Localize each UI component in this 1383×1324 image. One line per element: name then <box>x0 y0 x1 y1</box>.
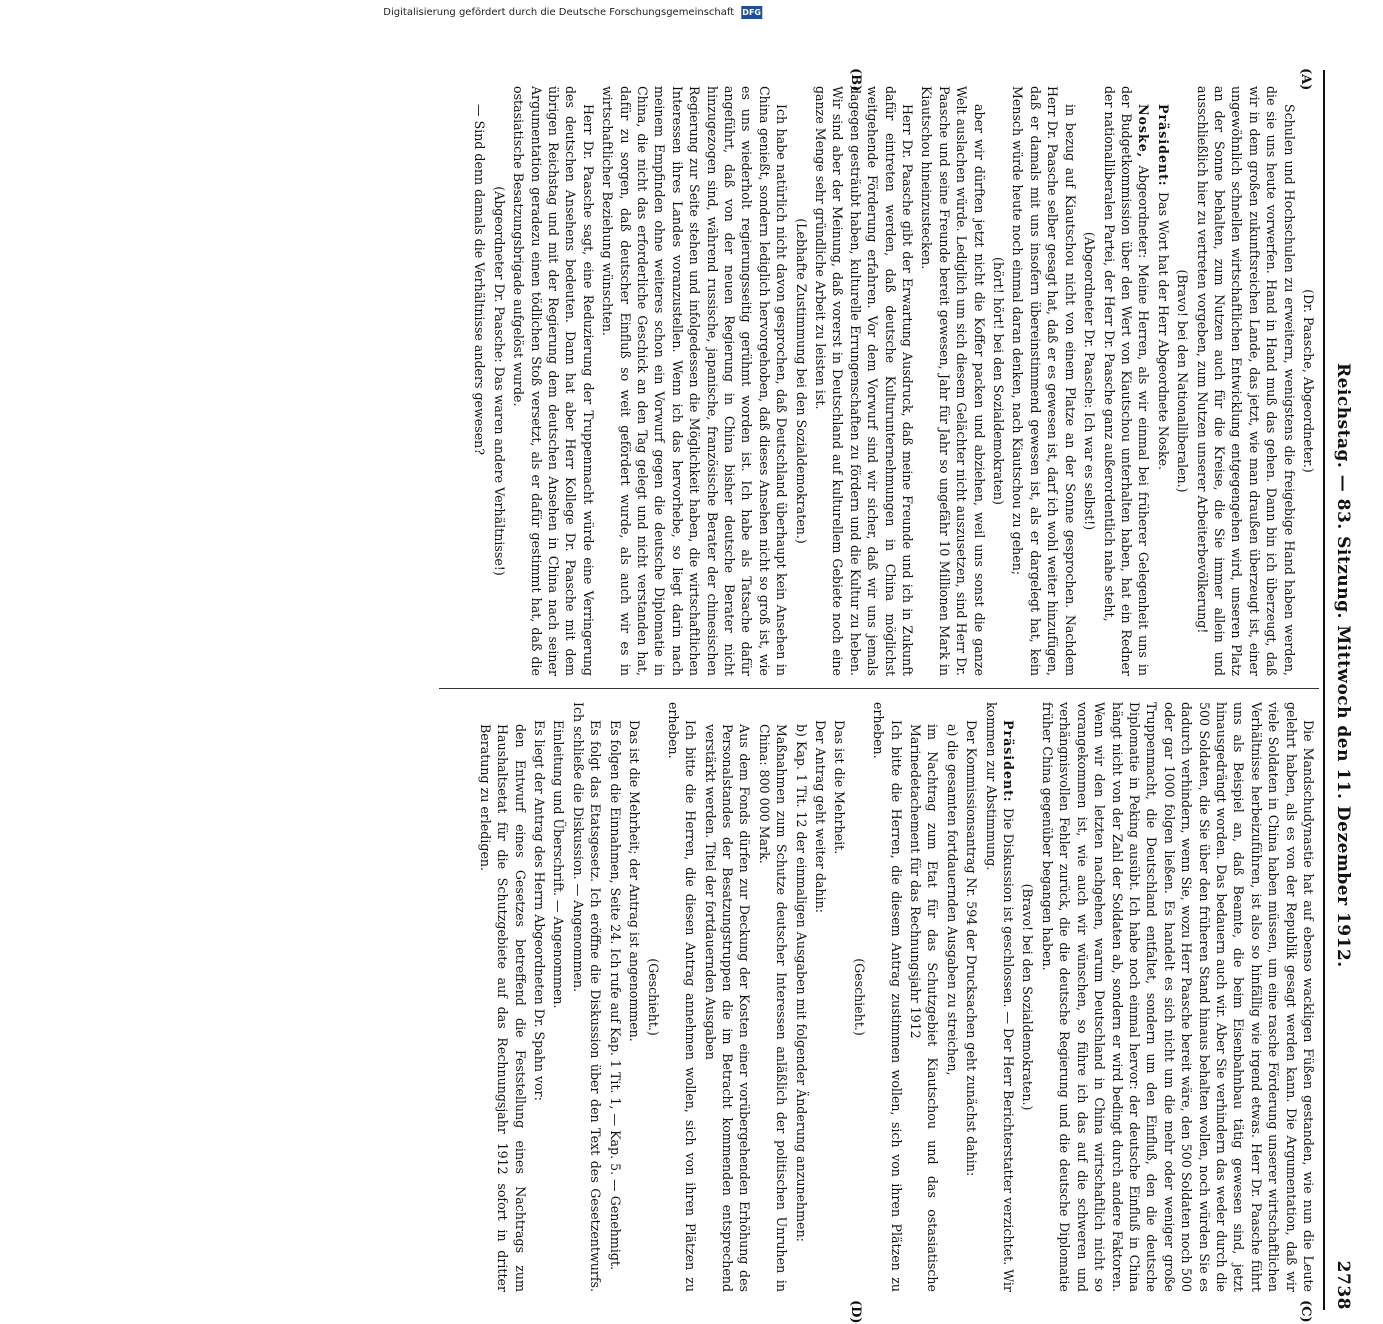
speaker-paragraph <box>1154 86 1171 676</box>
paragraph: Es folgen die Einnahmen, Seite 24. Ich rufe auf Kap. 1 Tit. 1, — Kap. 5. — Genehmigt. <box>607 720 623 1271</box>
paragraph: Es liegt der Antrag des Herrn Abgeordneten Dr. Spahn vor: <box>531 720 547 1101</box>
paragraph: in bezug auf Kiautschou nicht von einem Platze an der Sonne gesprochen. Nachdem Herr Dr. Paasche selber gesagt hat, daß er es gewesen ist, darf ich wohl weiter hinzufügen, daß er damals mit uns insofern übereinstimmend gewesen ist, als er dargelegt hat, kein Mensch würde heute noch einmal daran denken, nach Kiautschou zu gehen; <box>1010 86 1078 676</box>
paragraph: Das ist die Mehrheit. <box>832 720 848 855</box>
paragraph: — Sind denn damals die Verhältnisse anders gewesen? <box>472 104 488 456</box>
paragraph: Die Mandschudynastie hat auf ebenso wackligen Füßen gestanden, wie nun die Leute gelehrt haben, als es von der Republik gesagt werden kann. Die Argumentation, daß wir viele Soldaten in China haben müssen, um eine rasche Förderung unserer wirtschaftlichen Verhältnisse herbeizuführen, ist also so hinfällig wie irgend etwas. Herr Dr. Paasche führt uns als Beispiel an, daß Beamte, die beim Eisenbahnbau tätig gewesen sind, jetzt hinausgedrängt worden. Das bedauern auch wir. Aber Sie verhindern das weder durch die 500 Soldaten, die Sie über den früheren Stand hinaus behalten wollen, noch würden Sie es dadurch verhindern, wenn Sie, wozu Herr Paasche bereit wäre, den 500 Soldaten noch 500 oder gar 1000 folgen ließen. Es handelt es sich nicht um die mehr oder weniger große Truppenmacht, die Deutschland entfaltet, sondern um den Einfluß, den die deutsche Diplomatie in Peking ausübt. Ich habe noch einmal hervor: der deutsche Einfluß in China hängt nicht von der Zahl der Soldaten ab, sondern er wird bedingt durch andere Faktoren. Wenn wir den letzten nachgehen, warum Deutschland in China wirtschaftlich nicht so vorangekommen ist, wie auch wir wünschen, so führe ich das auf die schweren und verhängnisvollen Fehler zurück, die die deutsche Regierung und die deutsche Diplomatie früher China gegenüber begangen haben. <box>1039 702 1316 1292</box>
margin-marker-c: (C) <box>1298 1300 1313 1323</box>
speaker-name: Noske, <box>1136 104 1152 166</box>
paragraph: aber wir dürften jetzt nicht die Koffer packen und abziehen, weil uns sonst die ganze Welt auslachen würde. Lediglich um sich diesem Gelächter nicht auszusetzen, sind Herr Dr. Paasche und seine Freunde bereit gewesen, Jahr für Jahr so ungefähr 10 Millionen Mark in Kiautschou hineinzustecken. <box>919 86 987 676</box>
side-note-text: Digitalisierung gefördert durch die Deutsche Forschungsgemeinschaft <box>383 6 734 18</box>
speaker-name: Präsident: <box>1001 720 1017 808</box>
stage-direction: (Bravo! bei den Nationalliberalen.) <box>1175 269 1191 493</box>
paragraph: Der Antrag geht weiter dahin: <box>813 720 829 913</box>
motion-text: a) die gesamten fortdauernden Ausgaben zu streichen, <box>944 724 960 1076</box>
motion-text: den Entwurf eines Gesetzes betreffend die Feststellung eines Nachtrags zum Haushaltsetat für die Schutzgebiete auf das Rechnungsjahr 1912 sofort in dritter Beratung zu erledigen. <box>477 724 528 1292</box>
stage-direction: (Abgeordneter Dr. Paasche: Das waren andere Verhältnisse!) <box>491 186 507 576</box>
stage-direction: (Abgeordneter Dr. Paasche: Ich war es selbst!) <box>1082 231 1098 531</box>
paragraph: Ich bitte die Herren, die diesen Antrag annehmen wollen, sich von ihren Plätzen zu erheben. <box>665 702 699 1292</box>
stage-direction: (hört! hört! bei den Sozialdemokraten) <box>991 257 1007 505</box>
paragraph: Ich bitte die Herren, die diesem Antrag zustimmen wollen, sich von ihren Plätzen zu erheben. <box>871 702 904 1292</box>
paragraph: Der Kommissionsantrag Nr. 594 der Drucksachen geht zunächst dahin: <box>964 720 980 1177</box>
page-number: 2738 <box>1333 1260 1353 1310</box>
page-header <box>1329 70 1357 1310</box>
stage-direction: (Geschieht.) <box>646 958 662 1036</box>
speaker-name: Präsident: <box>1155 104 1171 192</box>
stage-direction: (Geschieht.) <box>851 958 867 1036</box>
paragraph: Schulen und Hochschulen zu erweitern, wenigstens die freigebige Hand haben werden, die sie uns heute vorwerfen. Hand in Hand muß das gehen. Dann bin ich überzeugt, daß wir in dem großen zukunftsreichen Lande, das jetzt, wie man draußen überzeugt ist, einer ungewöhnlich schnellen wirtschaftlichen Entwicklung entgegengehen wird, unseren Platz an der Sonne behalten, zum Nutzen auch für die Kreise, die Sie immer allein und ausschließlich hier zu vertreten vorgeben, zum Nutzen unserer Arbeiterbevölkerung! <box>1194 86 1297 676</box>
margin-marker-d: (D) <box>848 1300 863 1324</box>
paragraph: Es folgt das Etatsgesetz. Ich eröffne die Diskussion über den Text des Gesetzentwurfs. Ich schließe die Diskussion. — Angenommen. <box>570 702 604 1292</box>
motion-text: Aus dem Fonds dürfen zur Deckung der Kosten einer vorübergehenden Erhöhung des Personalstandes der Besatzungstruppen die im Betracht kommenden entsprechend verstärkt werden. Titel der fortdauernden Ausgaben <box>702 724 753 1292</box>
margin-marker-a: (A) <box>1298 68 1313 91</box>
stage-direction: (Dr. Paasche, Abgeordneter.) <box>1301 289 1316 473</box>
speech-text: Abgeordneter: Meine Herren, als wir einmal bei früherer Gelegenheit uns in der Budgetkommission über den Wert von Kiautschou unterhalten haben, hat ein Redner der nationalliberalen Partei, der Herr Dr. Paasche ganz außerordentlich nahe steht, <box>1101 86 1152 676</box>
side-note <box>383 0 1383 24</box>
stage-direction: (Bravo! bei den Sozialdemokraten.) <box>1020 883 1036 1111</box>
motion-text: im Nachtrag zum Etat für das Schutzgebiet Kiautschou und das ostasiatische Marinedetachement für das Rechnungsjahr 1912 <box>908 724 941 1292</box>
page-title: Reichstag. — 83. Sitzung. Mittwoch den 11. Dezember 1912. <box>1333 362 1353 968</box>
speaker-paragraph <box>982 702 1017 1292</box>
dfg-logo: DFG <box>742 7 761 17</box>
column-rule <box>439 688 1319 689</box>
motion-text: Maßnahmen zum Schutze deutscher Interessen anläßlich der politischen Unruhen in China: 800 000 Mark. <box>756 724 790 1292</box>
speech-text: Das Wort hat der Herr Abgeordnete Noske. <box>1155 191 1171 471</box>
paragraph: Einleitung und Überschrift. — Angenommen. <box>551 720 567 1009</box>
margin-marker-b: (B) <box>848 68 863 92</box>
speech-text: Die Diskussion ist geschlossen. — Der Herr Berichterstatter verzichtet. Wir kommen zur Abstimmung. <box>983 702 1017 1292</box>
right-column <box>437 702 1317 1292</box>
motion-text: b) Kap. 1 Tit. 12 der einmaligen Ausgaben mit folgender Änderung anzunehmen: <box>793 724 809 1242</box>
paragraph: Herr Dr. Paasche gibt der Erwartung Ausdruck, daß meine Freunde und ich in Zukunft dafür eintreten werden, daß deutsche Kulturunternehmungen in China möglichst weitgehende Förderung erfahren. Vor dem Vorwurf sind wir sicher, daß wir uns jemals dagegen gesträubt haben, kulturelle Errungenschaften zu fördern und die Kultur zu heben. Wir sind aber der Meinung, daß vorerst in Deutschland auf kulturellem Gebiete noch eine ganze Menge sehr gründliche Arbeit zu leisten ist. <box>813 86 916 676</box>
speaker-paragraph <box>1100 86 1152 676</box>
stage-direction: (Lebhafte Zustimmung bei den Sozialdemokraten.) <box>793 218 809 544</box>
header-rule <box>1323 70 1325 1310</box>
paragraph: Das ist die Mehrheit; der Antrag ist angenommen. <box>626 720 642 1042</box>
left-column <box>437 86 1317 676</box>
paragraph: Ich habe natürlich nicht davon gesprochen, daß Deutschland überhaupt kein Ansehen in China genießt, sondern lediglich hervorgehoben, daß dieses Ansehen nicht so groß ist, wie es uns wiederholt regierungsseitig gerühmt worden ist. Ich habe als Tatsache dafür angeführt, daß von der neuen Regierung in China bisher deutsche Berater nicht hinzugezogen sind, während russische, japanische, französische Berater der chinesischen Regierung zur Seite stehen und infolgedessen die Möglichkeit haben, die wirtschaftlichen Interessen ihres Landes voranzustellen. Wenn ich das hervorhebe, so liegt darin nach meinem Empfinden ohne weiteres schon ein Vorwurf gegen die deutsche Diplomatie in China, die nicht das erforderliche Geschick an den Tag gelegt und nicht verstanden hat, dafür zu sorgen, daß deutscher Einfluß so weit gefördert wurde, als auch wir es in wirtschaftlicher Beziehung wünschten. <box>600 86 790 676</box>
paragraph: Herr Dr. Paasche sagt, eine Reduzierung der Truppenmacht würde eine Verringerung des deutschen Ansehens bedeuten. Dann hat aber Herr Kollege Dr. Paasche mit dem übrigen Reichstag und mit der Regierung dem deutschen Ansehen in China nach seiner Argumentation geradezu einen tödlichen Stoß versetzt, als er dafür gestimmt hat, daß die ostasiatische Besatzungsbrigade aufgelöst wurde. <box>511 86 596 676</box>
